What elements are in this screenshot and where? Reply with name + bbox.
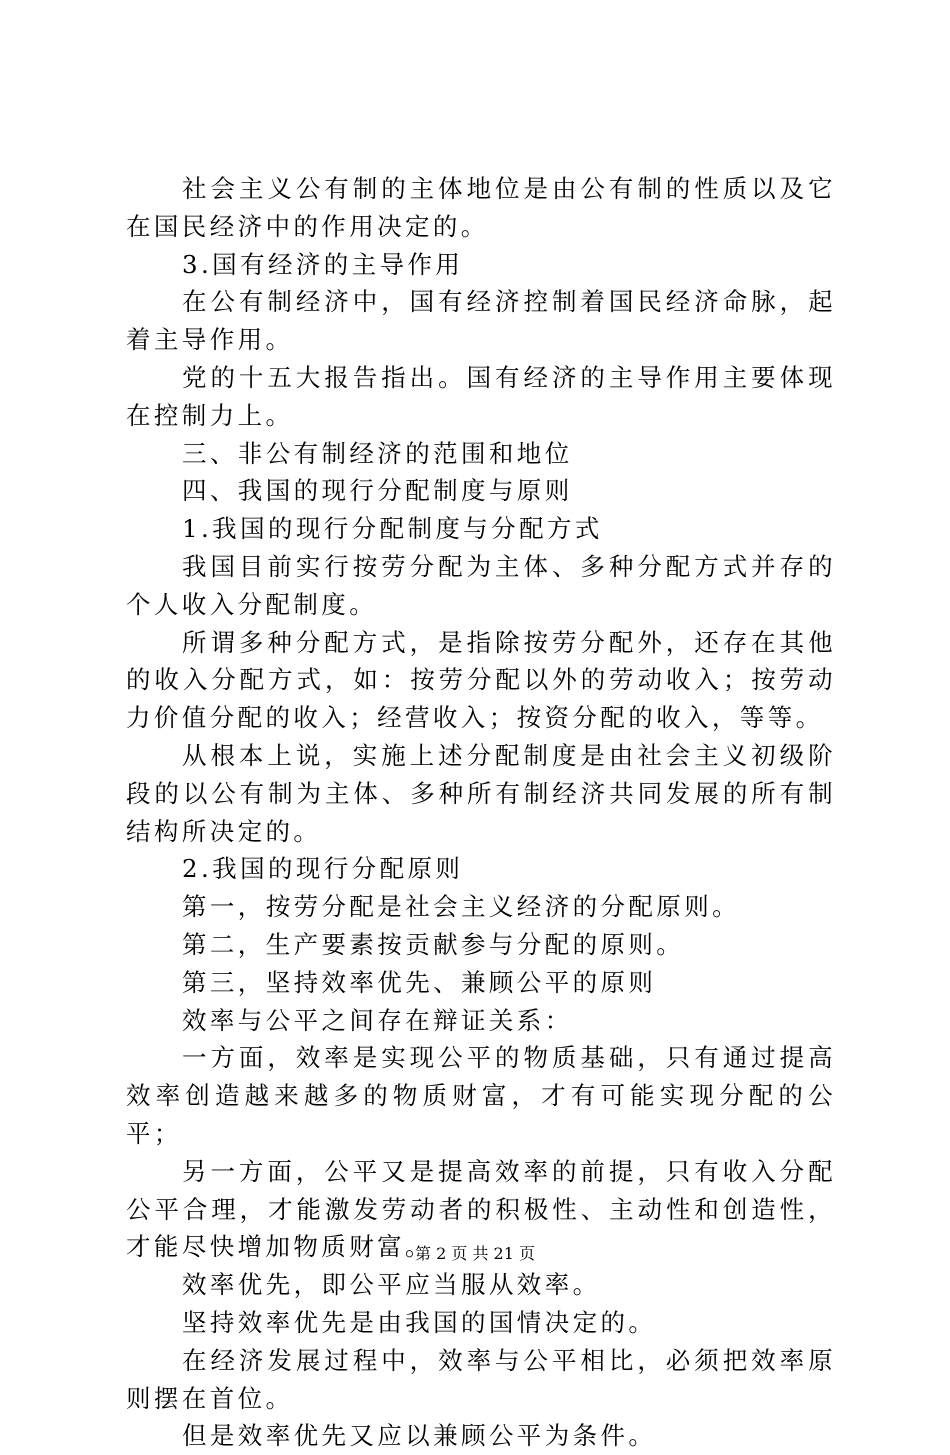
page-footer: [0, 1244, 950, 1264]
section-heading: 1.我国的现行分配制度与分配方式: [182, 514, 603, 544]
page-number-label: 第 2 页 共 21 页: [415, 1244, 535, 1263]
section-heading: 三、非公有制经济的范围和地位: [182, 438, 573, 468]
section-heading: 四、我国的现行分配制度与原则: [182, 476, 573, 506]
paragraph: 从根本上说，实施上述分配制度是由社会主义初级阶段的以公有制为主体、多种所有制经济共同发展的所有制结构所决定的。: [126, 740, 836, 846]
paragraph: 在经济发展过程中，效率与公平相比，必须把效率原则摆在首位。: [126, 1345, 836, 1413]
paragraph: 第一，按劳分配是社会主义经济的分配原则。: [182, 892, 740, 922]
paragraph: 党的十五大报告指出。国有经济的主导作用主要体现在控制力上。: [126, 362, 836, 430]
section-heading: 2.我国的现行分配原则: [182, 854, 464, 884]
paragraph: 在公有制经济中，国有经济控制着国民经济命脉，起着主导作用。: [126, 287, 836, 355]
section-heading: 3.国有经济的主导作用: [182, 249, 464, 279]
paragraph: 第三，坚持效率优先、兼顾公平的原则: [182, 967, 657, 997]
paragraph: 效率与公平之间存在辩证关系：: [182, 1005, 573, 1035]
paragraph: 另一方面，公平又是提高效率的前提，只有收入分配公平合理，才能激发劳动者的积极性、主动性和创造性，才能尽快增加物质财富。: [126, 1156, 836, 1262]
paragraph: 社会主义公有制的主体地位是由公有制的性质以及它在国民经济中的作用决定的。: [126, 174, 836, 241]
paragraph: 但是效率优先又应以兼顾公平为条件。: [182, 1421, 657, 1451]
paragraph: 效率优先，即公平应当服从效率。: [182, 1270, 601, 1300]
paragraph: 第二，生产要素按贡献参与分配的原则。: [182, 929, 685, 959]
paragraph: 坚持效率优先是由我国的国情决定的。: [182, 1307, 657, 1337]
paragraph: 所谓多种分配方式，是指除按劳分配外，还存在其他的收入分配方式，如：按劳分配以外的劳动收入；按劳动力价值分配的收入；经营收入；按资分配的收入，等等。: [126, 627, 836, 733]
paragraph: 我国目前实行按劳分配为主体、多种分配方式并存的个人收入分配制度。: [126, 551, 836, 619]
paragraph: 一方面，效率是实现公平的物质基础，只有通过提高效率创造越来越多的物质财富，才有可能实现分配的公平；: [126, 1043, 836, 1148]
